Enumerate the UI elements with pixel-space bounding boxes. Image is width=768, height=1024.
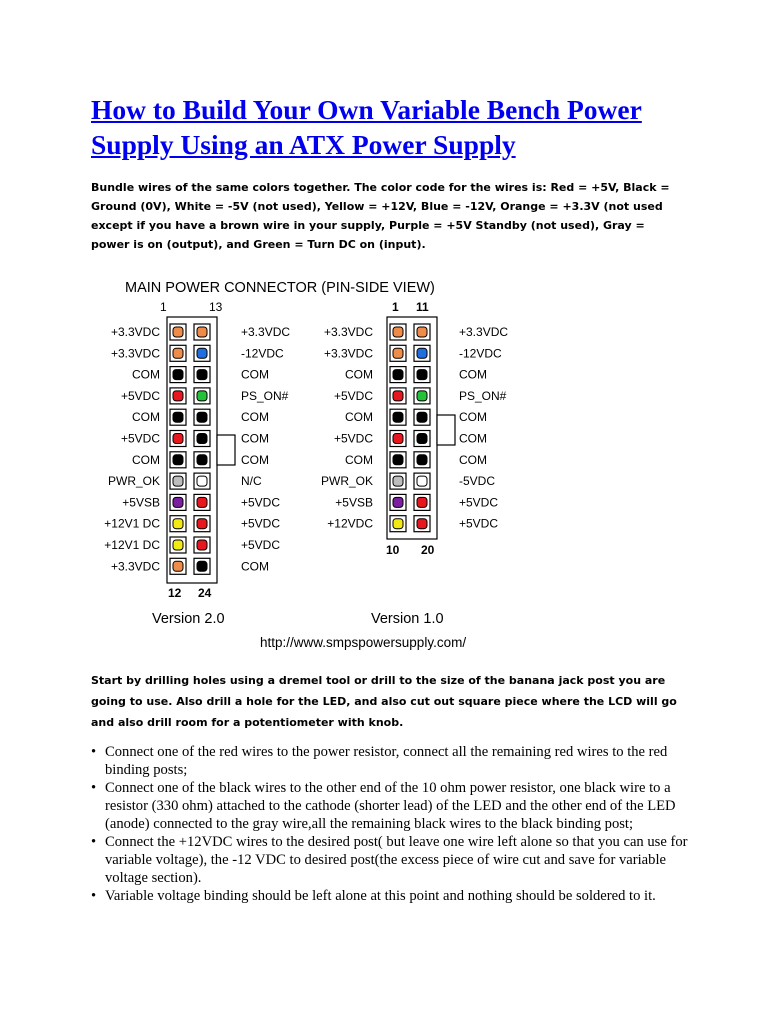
v2-left-label-11: +12V1 DC xyxy=(104,538,160,552)
v1-right-label-7: COM xyxy=(459,452,487,467)
v1-pin-left-1 xyxy=(393,327,403,337)
list-item xyxy=(91,833,691,887)
v2-pin-left-7 xyxy=(173,455,183,465)
v2-pin-left-11 xyxy=(173,540,183,550)
v2-left-label-5: COM xyxy=(132,410,160,425)
v2-right-label-4: PS_ON# xyxy=(241,388,289,403)
v2-pin-right-1 xyxy=(197,327,207,337)
v2-right-label-12: COM xyxy=(241,559,269,574)
v2-left-label-6: +5VDC xyxy=(120,431,160,446)
v1-right-label-1: +3.3VDC xyxy=(459,325,509,339)
v2-left-label-12: +3.3VDC xyxy=(110,559,160,574)
list-item-text: Variable voltage binding should be left alone at this point and nothing should be soldered to it. xyxy=(105,888,656,904)
v1-left-label-5: COM xyxy=(345,410,373,425)
v2-left-label-8: PWR_OK xyxy=(107,474,160,489)
list-item-text: Connect one of the black wires to the other end of the 10 ohm power resistor, one black wire to a resistor (330 ohm) attached to the cathode (shorter lead) of the LED and the other end of the LED (anode) connected to the gray wire,all the remaining black wires to the black binding post; xyxy=(105,780,676,832)
v2-pin-right-10 xyxy=(197,519,207,529)
v2-pin-left-5 xyxy=(173,412,183,422)
v1-version-label: Version 1.0 xyxy=(371,611,444,627)
v1-right-label-2: -12VDC xyxy=(459,346,502,361)
v1-left-label-9: +5VSB xyxy=(335,495,373,510)
v1-pin-right-6 xyxy=(417,434,427,444)
v2-latch xyxy=(217,435,235,465)
v2-pin-24-label: 24 xyxy=(198,586,212,600)
v1-left-label-1: +3.3VDC xyxy=(323,325,373,339)
v2-pin-left-6 xyxy=(173,434,183,444)
v1-left-label-4: +5VDC xyxy=(333,388,373,403)
instruction-list xyxy=(91,743,691,905)
v1-pin-left-3 xyxy=(393,370,403,380)
v1-pin-left-4 xyxy=(393,391,403,401)
v2-right-label-2: -12VDC xyxy=(241,346,284,361)
v2-pin-right-4 xyxy=(197,391,207,401)
v2-pin-right-3 xyxy=(197,370,207,380)
list-item xyxy=(91,887,691,905)
v1-left-label-6: +5VDC xyxy=(333,431,373,446)
list-item-text: Connect the +12VDC wires to the desired post( but leave one wire left alone so that you can use for variable voltage), the -12 VDC to desired post(the excess piece of wire cut and save for variable voltage section). xyxy=(105,834,688,886)
list-item xyxy=(91,779,691,833)
v1-pin-left-2 xyxy=(393,348,403,358)
diagram-heading: MAIN POWER CONNECTOR (PIN-SIDE VIEW) xyxy=(125,280,435,296)
v2-right-label-10: +5VDC xyxy=(241,516,281,531)
v1-latch xyxy=(437,415,455,445)
v1-pin-right-3 xyxy=(417,370,427,380)
v1-pin-right-9 xyxy=(417,497,427,507)
v2-pin-right-9 xyxy=(197,497,207,507)
v2-right-label-5: COM xyxy=(241,410,269,425)
v1-right-label-5: COM xyxy=(459,410,487,425)
v1-pin-left-7 xyxy=(393,455,403,465)
v2-pin-1-label: 1 xyxy=(160,300,167,314)
list-item xyxy=(91,743,691,779)
v1-right-label-10: +5VDC xyxy=(459,516,499,531)
v2-right-label-3: COM xyxy=(241,367,269,382)
v1-pin-left-5 xyxy=(393,412,403,422)
v1-left-label-2: +3.3VDC xyxy=(323,346,373,361)
v2-pin-left-3 xyxy=(173,370,183,380)
v1-pin-right-7 xyxy=(417,455,427,465)
v1-pin-right-1 xyxy=(417,327,427,337)
v2-pin-left-9 xyxy=(173,497,183,507)
v1-pin-left-8 xyxy=(393,476,403,486)
v2-right-label-6: COM xyxy=(241,431,269,446)
v2-left-label-2: +3.3VDC xyxy=(110,346,160,361)
v1-right-label-9: +5VDC xyxy=(459,495,499,510)
v1-right-label-3: COM xyxy=(459,367,487,382)
bullet-icon: • xyxy=(91,888,97,904)
v2-right-label-9: +5VDC xyxy=(241,495,281,510)
v1-pin-10-label: 10 xyxy=(386,543,400,557)
source-url[interactable]: http://www.smpspowersupply.com/ xyxy=(260,635,467,650)
v1-pin-right-5 xyxy=(417,412,427,422)
v2-pin-right-5 xyxy=(197,412,207,422)
v2-version-label: Version 2.0 xyxy=(152,611,225,627)
v2-pin-right-6 xyxy=(197,434,207,444)
v2-left-label-10: +12V1 DC xyxy=(104,516,160,531)
v2-left-label-1: +3.3VDC xyxy=(110,325,160,339)
v1-pin-right-10 xyxy=(417,519,427,529)
v1-pin-left-6 xyxy=(393,434,403,444)
v2-pin-13-label: 13 xyxy=(209,300,223,314)
v2-pin-right-7 xyxy=(197,455,207,465)
v1-left-label-8: PWR_OK xyxy=(320,474,373,489)
v1-pin-11-label: 11 xyxy=(416,300,429,314)
v2-right-label-7: COM xyxy=(241,452,269,467)
v2-pin-left-2 xyxy=(173,348,183,358)
connector-diagram xyxy=(96,275,516,655)
v1-left-label-3: COM xyxy=(345,367,373,382)
v2-left-label-7: COM xyxy=(132,452,160,467)
v1-pin-right-2 xyxy=(417,348,427,358)
drilling-paragraph: Start by drilling holes using a dremel tool or drill to the size of the banana jack post you are going to use. Also drill a hole for the LED, and also cut out square piece where the LCD will go and also drill room for a potentiometer with knob. xyxy=(91,674,677,729)
v2-pin-left-12 xyxy=(173,561,183,571)
v2-pin-12-label: 12 xyxy=(168,586,182,600)
v2-right-label-8: N/C xyxy=(241,474,262,489)
v1-right-label-8: -5VDC xyxy=(459,474,496,489)
v2-pin-left-8 xyxy=(173,476,183,486)
v1-right-label-4: PS_ON# xyxy=(459,388,507,403)
v2-pin-right-12 xyxy=(197,561,207,571)
page-title[interactable]: How to Build Your Own Variable Bench Power Supply Using an ATX Power Supply xyxy=(91,94,642,160)
v1-pin-1-label: 1 xyxy=(392,300,399,314)
v1-pin-20-label: 20 xyxy=(421,543,435,557)
v1-left-label-7: COM xyxy=(345,452,373,467)
v2-right-label-11: +5VDC xyxy=(241,538,281,552)
v2-left-label-4: +5VDC xyxy=(120,388,160,403)
list-item-text: Connect one of the red wires to the power resistor, connect all the remaining red wires to the red binding posts; xyxy=(105,744,668,778)
v2-right-label-1: +3.3VDC xyxy=(241,325,291,339)
v1-pin-left-9 xyxy=(393,497,403,507)
v2-pin-right-8 xyxy=(197,476,207,486)
v1-pin-right-8 xyxy=(417,476,427,486)
bullet-icon: • xyxy=(91,744,97,760)
v2-left-label-9: +5VSB xyxy=(122,495,160,510)
v1-left-label-10: +12VDC xyxy=(327,516,373,531)
v1-right-label-6: COM xyxy=(459,431,487,446)
v2-pin-left-10 xyxy=(173,519,183,529)
bullet-icon: • xyxy=(91,780,97,796)
v1-pin-right-4 xyxy=(417,391,427,401)
v1-pin-left-10 xyxy=(393,519,403,529)
v2-left-label-3: COM xyxy=(132,367,160,382)
v2-pin-right-11 xyxy=(197,540,207,550)
v2-pin-left-4 xyxy=(173,391,183,401)
v2-pin-left-1 xyxy=(173,327,183,337)
bullet-icon: • xyxy=(91,834,97,850)
v2-pin-right-2 xyxy=(197,348,207,358)
intro-paragraph: Bundle wires of the same colors together. The color code for the wires is: Red = +5V, Black = Ground (0V), White = -5V (not used), Yellow = +12V, Blue = -12V, Orange = +3.3V (not used except if you have a brown wire in your supply, Purple = +5V Standby (not used), Gray = power is on (output), and Green = Turn DC on (input). xyxy=(91,181,670,251)
